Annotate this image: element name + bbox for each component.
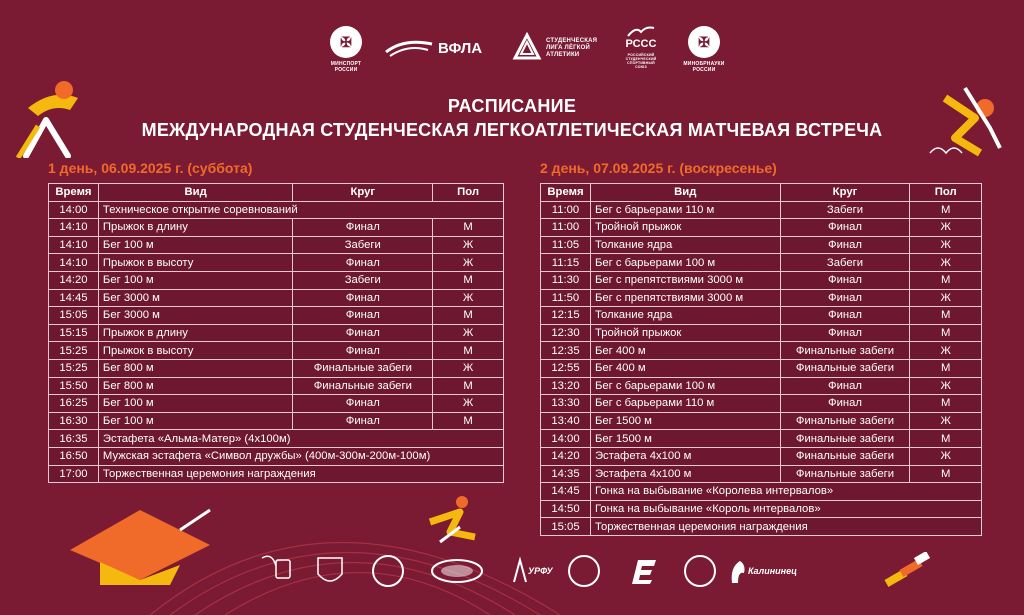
urfu-mark-icon — [512, 556, 528, 586]
table-row — [541, 271, 982, 289]
table-header-row — [541, 184, 982, 202]
vfla-logo: ВФЛА — [384, 36, 482, 60]
cell-time: 15:05 — [541, 518, 591, 536]
table-row — [49, 342, 504, 360]
table-row — [541, 342, 982, 360]
coat-of-arms-icon — [258, 554, 294, 588]
cell-sex: Ж — [910, 289, 982, 307]
cell-time: 15:25 — [49, 359, 99, 377]
cell-time: 11:50 — [541, 289, 591, 307]
table-row — [49, 307, 504, 325]
cell-sex: Ж — [910, 377, 982, 395]
table-row — [49, 430, 504, 448]
cell-sex: Ж — [433, 324, 504, 342]
cell-event: Прыжок в высоту — [98, 342, 292, 360]
header-round: Круг — [780, 184, 910, 202]
cell-round: Финал — [293, 412, 433, 430]
table-row — [541, 447, 982, 465]
table-row — [49, 412, 504, 430]
table-row — [49, 254, 504, 272]
table-row — [541, 219, 982, 237]
cell-sex: М — [910, 430, 982, 448]
cell-sex: М — [910, 465, 982, 483]
table-row — [49, 447, 504, 465]
table-row — [541, 430, 982, 448]
table-row — [49, 395, 504, 413]
table-row — [541, 395, 982, 413]
table-row — [541, 377, 982, 395]
table-row — [49, 289, 504, 307]
header-event: Вид — [98, 184, 292, 202]
ekaterinburg-logo — [312, 554, 348, 588]
table-row — [541, 412, 982, 430]
e-letter-icon — [628, 556, 662, 586]
cell-sex: М — [910, 359, 982, 377]
shield-icon — [312, 554, 348, 588]
cell-sex: М — [910, 201, 982, 219]
cell-time: 14:10 — [49, 219, 99, 237]
cell-round: Финал — [780, 377, 910, 395]
cell-round: Финальные забеги — [780, 342, 910, 360]
cell-time: 15:50 — [49, 377, 99, 395]
cell-time: 11:00 — [541, 201, 591, 219]
circle-emblem-icon — [684, 555, 716, 587]
cell-sex: М — [910, 395, 982, 413]
cell-event: Бег 400 м — [590, 342, 780, 360]
horse-icon — [728, 557, 748, 585]
cell-time: 14:10 — [49, 236, 99, 254]
cell-event: Бег 400 м — [590, 359, 780, 377]
cell-round: Финал — [293, 254, 433, 272]
cell-time: 14:45 — [541, 483, 591, 501]
cell-round: Финал — [293, 219, 433, 237]
header-sex: Пол — [433, 184, 504, 202]
cell-sex: Ж — [433, 289, 504, 307]
cell-round: Финал — [780, 395, 910, 413]
cell-round: Финальные забеги — [780, 359, 910, 377]
cell-event: Бег с барьерами 100 м — [590, 377, 780, 395]
cell-event: Мужская эстафета «Символ дружбы» (400м-300м-200м-100м) — [98, 447, 503, 465]
bird-icon — [626, 26, 656, 38]
page-subtitle: МЕЖДУНАРОДНАЯ СТУДЕНЧЕСКАЯ ЛЕГКОАТЛЕТИЧЕСКАЯ МАТЧЕВАЯ ВСТРЕЧА — [141, 120, 883, 140]
top-logos — [0, 26, 1024, 78]
table-row — [541, 307, 982, 325]
cell-sex: Ж — [910, 342, 982, 360]
cell-round: Финал — [780, 271, 910, 289]
sverdlovsk-region-logo — [258, 554, 294, 588]
header-sex: Пол — [910, 184, 982, 202]
cell-time: 14:00 — [49, 201, 99, 219]
cell-round: Финальные забеги — [780, 412, 910, 430]
cell-time: 17:00 — [49, 465, 99, 483]
cell-sex: Ж — [433, 359, 504, 377]
cell-event: Бег с барьерами 110 м — [590, 395, 780, 413]
cell-time: 12:35 — [541, 342, 591, 360]
header-time: Время — [49, 184, 99, 202]
cell-event: Бег 100 м — [98, 236, 292, 254]
cell-round: Финальные забеги — [293, 377, 433, 395]
cell-event: Бег 3000 м — [98, 289, 292, 307]
stadium-icon — [430, 556, 484, 586]
cell-time: 11:15 — [541, 254, 591, 272]
cell-event: Гонка на выбывание «Королева интервалов» — [590, 483, 981, 501]
cell-event: Бег 1500 м — [590, 430, 780, 448]
student-athletics-league-logo: СТУДЕНЧЕСКАЯ ЛИГА ЛЁГКОЙ АТЛЕТИКИ — [512, 32, 596, 62]
cell-round: Финал — [293, 307, 433, 325]
cell-time: 13:40 — [541, 412, 591, 430]
cell-time: 14:35 — [541, 465, 591, 483]
table-row — [541, 289, 982, 307]
circle-emblem-icon — [372, 555, 404, 587]
cell-event: Прыжок в длину — [98, 324, 292, 342]
cell-time: 13:30 — [541, 395, 591, 413]
cell-event: Торжественная церемония награждения — [590, 518, 981, 536]
cell-sex: М — [433, 219, 504, 237]
cell-time: 14:00 — [541, 430, 591, 448]
cell-time: 11:30 — [541, 271, 591, 289]
cell-sex: М — [910, 271, 982, 289]
cell-round: Финал — [780, 219, 910, 237]
cell-event: Эстафета «Альма-Матер» (4х100м) — [98, 430, 503, 448]
cell-round: Финал — [780, 289, 910, 307]
cell-round: Финальные забеги — [780, 465, 910, 483]
cell-event: Бег 800 м — [98, 377, 292, 395]
vfla-swoosh-icon — [384, 36, 434, 60]
cell-event: Толкание ядра — [590, 236, 780, 254]
cell-sex: Ж — [433, 254, 504, 272]
table-header-row — [49, 184, 504, 202]
cell-round: Финал — [780, 324, 910, 342]
cell-sex: М — [433, 271, 504, 289]
cell-sex: Ж — [433, 236, 504, 254]
header-round: Круг — [293, 184, 433, 202]
table-row — [49, 324, 504, 342]
table-row — [49, 201, 504, 219]
cell-sex: Ж — [910, 219, 982, 237]
cell-time: 14:10 — [49, 254, 99, 272]
cell-time: 14:20 — [541, 447, 591, 465]
cell-event: Эстафета 4х100 м — [590, 465, 780, 483]
cell-sex: М — [910, 307, 982, 325]
cell-sex: Ж — [910, 254, 982, 272]
cell-round: Забеги — [780, 201, 910, 219]
urfu-logo: УРФУ — [512, 554, 553, 588]
cell-event: Бег с барьерами 100 м — [590, 254, 780, 272]
cell-round: Финальные забеги — [780, 430, 910, 448]
cell-time: 11:00 — [541, 219, 591, 237]
cell-round: Финал — [293, 342, 433, 360]
table-row — [49, 271, 504, 289]
table-row — [541, 465, 982, 483]
cell-round: Финальные забеги — [780, 447, 910, 465]
cell-event: Бег с препятствиями 3000 м — [590, 271, 780, 289]
cell-sex: Ж — [433, 395, 504, 413]
cell-time: 15:05 — [49, 307, 99, 325]
cell-event: Бег с барьерами 110 м — [590, 201, 780, 219]
table-row — [541, 500, 982, 518]
cell-event: Техническое открытие соревнований — [98, 201, 503, 219]
cell-event: Бег 100 м — [98, 271, 292, 289]
table-row — [541, 236, 982, 254]
table-row — [49, 377, 504, 395]
header-time: Время — [541, 184, 591, 202]
league-triangle-icon — [512, 32, 542, 62]
table-row — [541, 254, 982, 272]
day2-schedule-table — [540, 183, 982, 536]
day1-schedule-table — [48, 183, 504, 483]
day2-title: 2 день, 07.09.2025 г. (воскресенье) — [540, 160, 777, 176]
table-row — [49, 359, 504, 377]
table-row — [541, 201, 982, 219]
cell-sex: М — [433, 412, 504, 430]
city-emblem-logo — [372, 554, 404, 588]
cell-round: Финал — [293, 289, 433, 307]
cell-time: 16:50 — [49, 447, 99, 465]
cell-event: Гонка на выбывание «Король интервалов» — [590, 500, 981, 518]
cell-sex: М — [433, 342, 504, 360]
cell-round: Забеги — [293, 236, 433, 254]
cell-sex: Ж — [910, 236, 982, 254]
cell-event: Бег с препятствиями 3000 м — [590, 289, 780, 307]
table-row — [541, 518, 982, 536]
cell-round: Финал — [780, 307, 910, 325]
cell-time: 12:30 — [541, 324, 591, 342]
cell-event: Бег 800 м — [98, 359, 292, 377]
cell-time: 15:15 — [49, 324, 99, 342]
cell-time: 16:25 — [49, 395, 99, 413]
cell-time: 16:35 — [49, 430, 99, 448]
partner-logos — [0, 548, 1024, 598]
cell-event: Эстафета 4х100 м — [590, 447, 780, 465]
cell-event: Прыжок в длину — [98, 219, 292, 237]
circle-emblem-icon — [568, 555, 600, 587]
cell-time: 13:20 — [541, 377, 591, 395]
table-row — [541, 483, 982, 501]
cell-time: 14:45 — [49, 289, 99, 307]
cell-round: Забеги — [293, 271, 433, 289]
header-event: Вид — [590, 184, 780, 202]
stadium-logo — [430, 554, 484, 588]
cell-time: 14:50 — [541, 500, 591, 518]
cell-sex: М — [433, 377, 504, 395]
minobrnauki-logo: ✠ МИНОБРНАУКИ РОССИИ — [680, 26, 728, 73]
cell-time: 14:20 — [49, 271, 99, 289]
cell-sex: М — [433, 307, 504, 325]
cell-time: 16:30 — [49, 412, 99, 430]
cell-time: 11:05 — [541, 236, 591, 254]
energy-sport-logo — [628, 554, 662, 588]
cell-time: 12:55 — [541, 359, 591, 377]
cell-round: Финал — [780, 236, 910, 254]
cell-round: Финальные забеги — [293, 359, 433, 377]
table-row — [541, 359, 982, 377]
table-row — [49, 236, 504, 254]
cell-sex: Ж — [910, 447, 982, 465]
table-row — [49, 219, 504, 237]
cell-event: Бег 1500 м — [590, 412, 780, 430]
eagle-emblem-icon: ✠ — [330, 26, 362, 58]
day1-title: 1 день, 06.09.2025 г. (суббота) — [48, 160, 253, 176]
cell-event: Торжественная церемония награждения — [98, 465, 503, 483]
runner-decoration-bottom — [420, 492, 490, 552]
cell-round: Забеги — [780, 254, 910, 272]
rsss-logo: РССС РОССИЙСКИЙ СТУДЕНЧЕСКИЙ СПОРТИВНЫЙ СОЮЗ — [624, 26, 658, 69]
cell-event: Бег 100 м — [98, 395, 292, 413]
cell-event: Бег 100 м — [98, 412, 292, 430]
cell-event: Тройной прыжок — [590, 324, 780, 342]
sports-club-logo — [568, 554, 600, 588]
cell-sex: М — [910, 324, 982, 342]
cell-round: Финал — [293, 395, 433, 413]
cell-event: Тройной прыжок — [590, 219, 780, 237]
minsport-logo: ✠ МИНСПОРТ РОССИИ — [326, 26, 366, 73]
table-row — [541, 324, 982, 342]
cell-time: 12:15 — [541, 307, 591, 325]
table-row — [49, 465, 504, 483]
kalininets-logo: Калининец — [728, 554, 797, 588]
eagle-emblem-icon: ✠ — [688, 26, 720, 58]
badge-logo — [684, 554, 716, 588]
cell-time: 15:25 — [49, 342, 99, 360]
cell-event: Прыжок в высоту — [98, 254, 292, 272]
page-title: РАСПИСАНИЕ — [447, 96, 577, 116]
cell-event: Толкание ядра — [590, 307, 780, 325]
cell-event: Бег 3000 м — [98, 307, 292, 325]
cell-sex: Ж — [910, 412, 982, 430]
cell-round: Финал — [293, 324, 433, 342]
